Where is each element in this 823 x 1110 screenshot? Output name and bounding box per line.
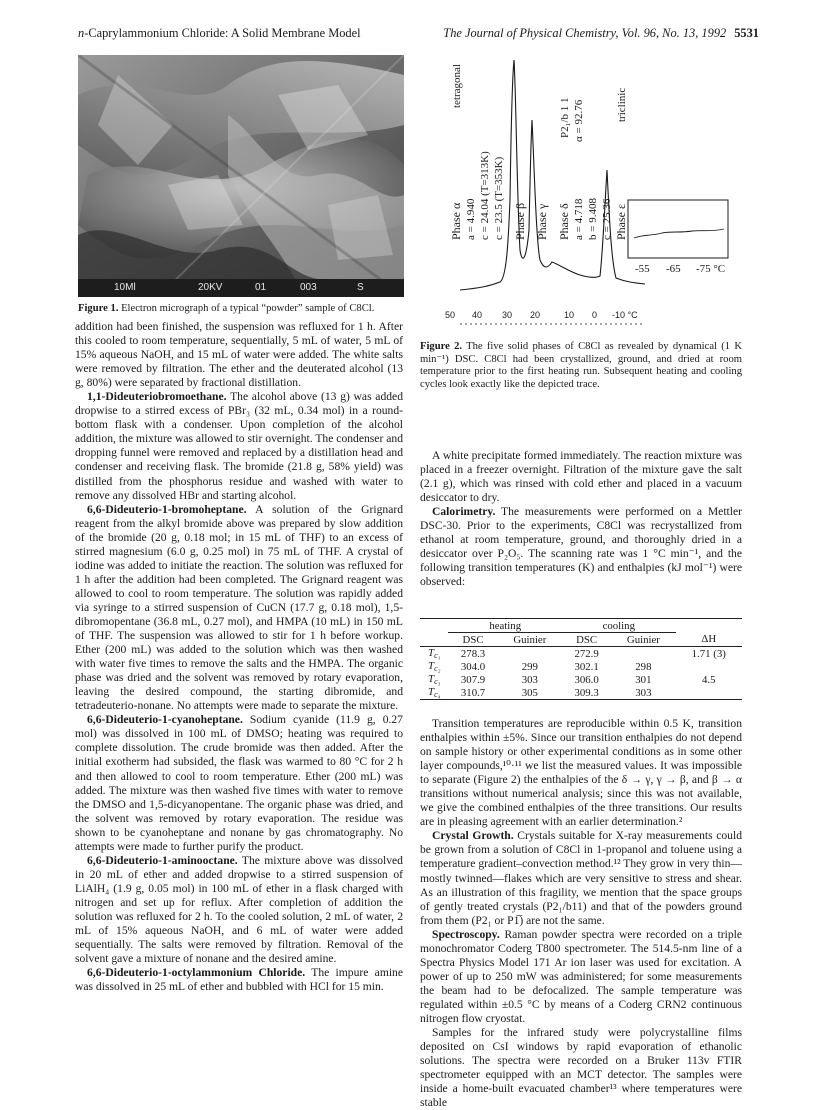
cell-cooling-guinier (611, 647, 675, 661)
cell-cooling-guinier: 301 (635, 673, 652, 686)
cell-cooling-dsc: 302.1 (574, 660, 599, 673)
row-symbol: T (428, 686, 435, 698)
cell-dh (676, 660, 742, 673)
table-row (420, 647, 742, 661)
section-text-crystal: Crystals suitable for X-ray measurements could be grown from a solution of C8Cl in 1-propanol and toluene using a temperature gradient–convection method.¹² They grow in very thin—mostly twinned—flakes which are very sensitive to stress and shear. As an illustration of this fragility, we mention that the space groups of gently treated crystals (P2₁/b11) and that of the powders ground from them (P2₁ or P1̅) are not the same. (420, 829, 743, 927)
section-title-calorimetry: Calorimetry. (432, 505, 496, 519)
table-row (420, 660, 742, 673)
electron-micrograph (78, 55, 404, 297)
cell-dh: 1.71 (3) (691, 647, 726, 660)
figure2-caption-text: The five solid phases of C8Cl as revealed by dynamical (1 K min⁻¹) DSC. C8Cl had been crystallized, ground, and dried at room temperature prior to the first heating run. Subsequent heating and cooling cycles look exactly like the depicted trace. (420, 341, 742, 390)
inset-tick-55: -55 (635, 263, 650, 275)
group-cooling: cooling (562, 619, 676, 633)
phase-epsilon-label: Phase ε (614, 203, 628, 240)
tick-0: 0 (592, 310, 598, 320)
axis-ticks (445, 310, 638, 320)
inset-tick-75: -75 °C (696, 263, 726, 275)
col-heating-dsc: DSC (462, 633, 484, 646)
phase-epsilon-system: triclinic (616, 87, 628, 122)
cell-heating-guinier: 299 (521, 660, 538, 673)
figure1-caption-label: Figure 1. (78, 303, 119, 314)
section-title-cyanoheptane: 6,6-Dideuterio-1-cyanoheptane. (87, 713, 243, 727)
right-section-spectroscopy (420, 928, 742, 1026)
section-text-bromoethane: The alcohol above (13 g) was added dropwise to a stirred excess of PBr₃ (32 mL, 0.34 mol) in a round-bottom flask with a condenser. Upon completion of the alcohol addition, the mixture was allowed to stir overnight. The condenser and dropping funnel were removed and replaced by a distillation head and condenser and receiving flask. The bromide (21.8 g, 58% yield) was distilled from the phosphorus residue and washed with water to remove any dissolved HBr and starting alcohol. (75, 390, 403, 502)
phase-delta-space-group: P2₁/b 1 1 (559, 97, 571, 138)
section-title-bromoheptane: 6,6-Dideuterio-1-bromoheptane. (87, 502, 247, 516)
cell-heating-dsc: 278.3 (460, 647, 486, 660)
right-paragraph-last: Samples for the infrared study were polycrystalline films deposited on CsI windows by rapid evaporation of ethanolic solutions. The spectra were recorded on a Bruker 113v FTIR spectrometer equipped with an MCT detector. The samples were inside a home-built evacuated chamber¹³ where temperatures were stable (420, 1026, 742, 1110)
transition-table-wrap (420, 618, 742, 700)
phase-delta-a: a = 4.718 (573, 198, 585, 240)
figure2-caption (420, 341, 742, 391)
cell-heating-guinier: 303 (521, 673, 538, 686)
phase-delta-c: c = 25.36 (601, 198, 613, 240)
col-dh: ΔH (701, 633, 717, 646)
section-title-bromoethane: 1,1-Dideuteriobromoethane. (87, 390, 227, 404)
tick-30: 30 (502, 310, 513, 320)
row-symbol: T (428, 660, 435, 672)
right-paragraph-1: A white precipitate formed immediately. The reaction mixture was placed in a freezer overnight. Filtration of the mixture gave the salt (2.1 g), which was rinsed with cold ether and placed in a vacuum desiccator to dry. (420, 449, 742, 505)
left-section-3 (75, 503, 403, 714)
phase-gamma-label: Phase γ (535, 203, 549, 240)
phase-delta-label: Phase δ (557, 203, 571, 240)
micrograph-scale: 10Ml (114, 282, 136, 293)
group-heating: heating (448, 619, 562, 633)
header-italic-n: n (78, 26, 85, 40)
col-cooling-dsc: DSC (576, 633, 598, 646)
running-header-left (78, 26, 361, 41)
figure1-caption (78, 303, 404, 316)
phase-alpha-c2: c = 23.5 (T=353K) (493, 156, 505, 240)
section-text-aminooctane: The mixture above was dissolved in 20 mL of ether and added dropwise to a stirred suspension of LiAlH₄ (1.9 g, 0.05 mol) in 100 mL of ether in a flask charged with nitrogen and set up for reflux. After completion of addition the solution was refluxed for 2 h. To the cooled solution, 2 mL of water, 2 mL of 15% aqueous NaOH, and 6 mL of water were added sequentially. The salts were removed by filtration. Removal of the solvent gave a mixture of nonane and the desired amine. (75, 853, 403, 966)
right-section-calorimetry (420, 505, 742, 589)
section-text-octylammonium: The impure amine was dissolved in 25 mL of ether and bubbled with HCl for 15 min. (75, 966, 403, 994)
micrograph-num2: 003 (300, 282, 317, 293)
col-cooling-guinier: Guinier (626, 633, 660, 646)
cell-heating-dsc: 307.9 (460, 673, 486, 686)
left-column (75, 320, 403, 994)
cell-cooling-dsc: 309.3 (574, 686, 599, 699)
inset-tick-65: -65 (666, 263, 681, 275)
header-title: -Caprylammonium Chloride: A Solid Membrane Model (84, 26, 361, 40)
micrograph-letter: S (357, 282, 364, 293)
table-column-header (420, 633, 742, 647)
section-title-spectroscopy: Spectroscopy. (432, 927, 500, 941)
section-text-spectroscopy: Raman powder spectra were recorded on a triple monochromator Coderg T800 spectrometer. The 514.5-nm line of a Spectra Physics Model 171 Ar ion laser was used for excitation. A power of up to 250 mW was administered; for some measurements the beam had to be defocalized. The sample temperature was regulated within ±0.5 °C by means of a Coderg CRN2 continuous nitrogen flow cryostat. (420, 927, 742, 1025)
left-paragraph-1: addition had been finished, the suspension was refluxed for 1 h. After this cooled to room temperature, sequentially, 5 mL of water, 5 mL of 15% aqueous NaOH, and 15 mL of water were added. The white salts were removed by filtration. The ether and the deuterated alcohol (13 g, 80%) were separated by fractional distillation. (75, 320, 403, 390)
tick-20: 20 (530, 310, 541, 320)
table-group-header (420, 619, 742, 633)
left-section-5 (75, 854, 403, 966)
row-subscript: c₄ (434, 690, 441, 699)
phase-alpha-c1: c = 24.04 (T=313K) (479, 151, 491, 240)
left-section-2 (75, 390, 403, 502)
micrograph-num1: 01 (255, 282, 267, 293)
figure2-caption-label: Figure 2. (420, 341, 463, 352)
table-row (420, 686, 742, 700)
cell-dh: 4.5 (702, 673, 716, 686)
inset-box (628, 200, 728, 258)
phase-alpha-system: tetragonal (451, 64, 463, 108)
cell-dh (676, 686, 742, 700)
phase-alpha-label: Phase α (449, 202, 463, 240)
right-paragraph-transition: Transition temperatures are reproducible within 0.5 K, transition enthalpies within ±5%. Since our transition enthalpies do not depend on sample history or other experimental conditions as in some other layer compounds,¹⁰·¹¹ we list the measured values. It was impossible to separate (Figure 2) the enthalpies of the δ → γ, γ → β, and β → α transitions without numerical analysis; since this was not available, we give the combined enthalpies of the three transitions. Our results are in pleasing agreement with an earlier determination.² (420, 717, 742, 829)
section-text-bromoheptane: A solution of the Grignard reagent from the alkyl bromide above was prepared by slow addition of the bromide (20 g, 0.18 mol; in 15 mL of THF) to an excess of stirred magnesium (6.0 g, 0.25 mol) in 75 mL of THF. A crystal of iodine was added to initiate the reaction. The solution was refluxed for 1 h after the addition had been completed. The Grignard reagent was allowed to cool to room temperature. The solution was rapidly added via syringe to a stirred suspension of CuCN (17.7 g, 0.18 mol), 1,5-dibromopentane (36.8 mL, 0.27 mol), and HMPA (10 mL) in 150 mL of THF. The suspension was allowed to stir for 1 h before workup. Ether (200 mL) was added to the solution which was then washed with water five times to remove the salts and the HMPA. The organic phase was dried and the solvent was removed by rotary evaporation, leaving the desired compound, the starting dibromide, and tetradeuterio-nonane. No attempts were made to separate the mixture. (75, 502, 403, 713)
section-text-calorimetry: The measurements were performed on a Mettler DSC-30. Prior to the experiments, C8Cl was recrystallized from ethanol at room temperature, ground, and thoroughly dried in a desiccator over P₂O₅. The scanning rate was 1 °C min⁻¹, and the following transition temperatures (K) and enthalpies (kJ mol⁻¹) were observed: (420, 505, 742, 589)
section-title-crystal: Crystal Growth. (432, 829, 514, 843)
cell-cooling-dsc: 272.9 (574, 647, 599, 660)
section-text-cyanoheptane: Sodium cyanide (11.9 g, 0.27 mol) was dissolved in 100 mL of DMSO; heating was required to complete dissolution. The crude bromide was then added. After the initial exotherm had subsided, the flask was warmed to 80 °C for 2 h and then allowed to cool to room temperature. Ether (200 mL) was added. The mixture was then washed five times with water to remove the DMSO and 1,5-dicyanopentane. The organic phase was dried, and the solvent was removed by rotary evaporation. The residue was shown to be cyanoheptane and nonane by gas chromatography. No attempts were made to further purify the product. (75, 713, 403, 853)
phase-beta-label: Phase β (513, 202, 527, 240)
tick-40: 40 (472, 310, 483, 320)
row-subscript: c₁ (434, 651, 441, 660)
running-header-right (443, 26, 759, 41)
tick-minus10: -10 °C (612, 310, 638, 320)
phase-delta-alpha: α = 92.76 (573, 99, 585, 142)
right-column-bottom (420, 717, 742, 1110)
figure1-caption-text: Electron micrograph of a typical “powder” sample of C8Cl. (121, 303, 375, 314)
section-title-octylammonium: 6,6-Dideuterio-1-octylammonium Chloride. (87, 966, 306, 980)
row-subscript: c₃ (434, 677, 441, 686)
left-section-4 (75, 713, 403, 853)
transition-table (420, 618, 742, 700)
right-column-top (420, 449, 742, 589)
phase-delta-b: b = 9.408 (587, 198, 599, 240)
section-title-aminooctane: 6,6-Dideuterio-1-aminooctane. (87, 853, 238, 867)
cell-heating-dsc: 304.0 (460, 660, 486, 673)
page-number: 5531 (734, 26, 759, 40)
cell-cooling-guinier: 298 (635, 660, 652, 673)
table-row (420, 673, 742, 686)
cell-cooling-guinier: 303 (635, 686, 652, 699)
dsc-figure (430, 50, 740, 350)
col-heating-guinier: Guinier (513, 633, 547, 646)
row-symbol: T (428, 673, 435, 685)
left-section-6 (75, 966, 403, 994)
micrograph-info-bar (78, 279, 404, 297)
row-subscript: c₂ (434, 664, 441, 673)
tick-10: 10 (564, 310, 575, 320)
cell-heating-guinier (498, 647, 562, 661)
inset-trace (634, 229, 724, 238)
phase-alpha-a: a = 4.940 (465, 198, 477, 240)
cell-heating-guinier: 305 (521, 686, 538, 699)
journal-name: The Journal of Physical Chemistry, Vol. 96, No. 13, 1992 (443, 26, 727, 40)
micrograph-voltage: 20KV (198, 282, 223, 293)
tick-50: 50 (445, 310, 456, 320)
cell-cooling-dsc: 306.0 (574, 673, 599, 686)
cell-heating-dsc: 310.7 (460, 686, 486, 699)
row-symbol: T (428, 647, 435, 659)
right-section-crystal (420, 829, 742, 927)
